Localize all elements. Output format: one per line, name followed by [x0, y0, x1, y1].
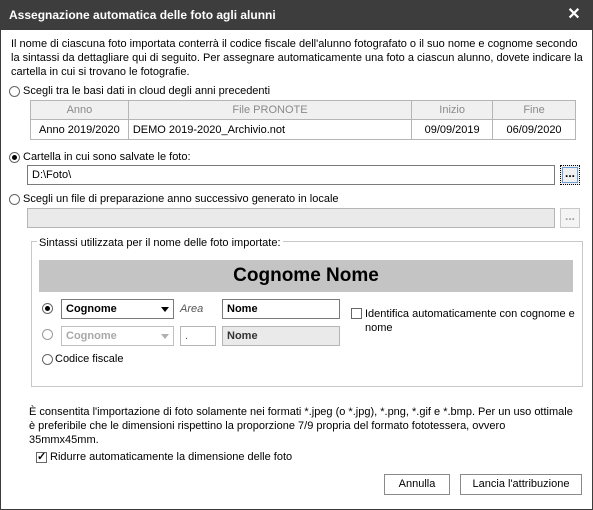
cell-file: DEMO 2019-2020_Archivio.not: [128, 120, 411, 140]
radio-cloud[interactable]: [9, 86, 20, 97]
cloud-archive-table: [30, 100, 576, 140]
radio-fiscal-code-label: Codice fiscale: [55, 353, 124, 365]
syntax-row1-separator-label: Area: [180, 303, 204, 315]
chevron-down-icon: [161, 334, 169, 339]
resize-photos-label: Ridurre automaticamente la dimensione delle foto: [50, 451, 293, 463]
radio-syntax-row1[interactable]: [42, 303, 53, 314]
intro-text: Il nome di ciascuna foto importata conterrà il codice fiscale dell'alunno fotografato o il suo nome e cognome secondo la sintassi da dettagliare qui di seguito. Per assegnare automaticamente una foto a ciascun alunno, dovete indicare la cartella in cui si trovano le fotografie.: [11, 38, 583, 78]
window-title: Assegnazione automatica delle foto agli alunni: [9, 8, 276, 22]
start-assignment-button[interactable]: Lancia l'attribuzione: [460, 474, 582, 495]
radio-folder-label: Cartella in cui sono salvate le foto:: [23, 151, 191, 163]
syntax-row2-field-value: Cognome: [66, 330, 117, 342]
auto-identify-label-line1: Identifica automaticamente con cognome e: [365, 308, 575, 320]
cell-end: 06/09/2020: [493, 120, 576, 140]
radio-prep-file-label: Scegli un file di preparazione anno successivo generato in locale: [23, 193, 339, 205]
prep-file-input[interactable]: [27, 208, 555, 228]
radio-folder[interactable]: [9, 152, 20, 163]
close-icon[interactable]: ✕: [567, 6, 581, 23]
format-note: È consentita l'importazione di foto solamente nei formati *.jpeg (o *.jpg), *.png, *.gif e *.bmp. Per un uso ottimale è preferibile che le dimensioni rispettino la proporzione 7/9 propria del formato fototessera, ovvero 35mmx45mm.: [29, 406, 573, 446]
syntax-row2-separator-input[interactable]: .: [180, 326, 216, 346]
column-header-file[interactable]: File PRONOTE: [128, 101, 411, 120]
chevron-down-icon: [161, 307, 169, 312]
auto-identify-label-line2: nome: [365, 322, 393, 334]
column-header-year[interactable]: Anno: [31, 101, 129, 120]
column-header-start[interactable]: Inizio: [412, 101, 493, 120]
radio-prep-file[interactable]: [9, 194, 20, 205]
radio-cloud-label: Scegli tra le basi dati in cloud degli anni precedenti: [23, 85, 271, 97]
syntax-row1-second-field[interactable]: Nome: [222, 299, 340, 319]
table-row[interactable]: [31, 120, 576, 140]
syntax-row2-field-select[interactable]: [61, 326, 174, 346]
cell-year: Anno 2019/2020: [31, 120, 129, 140]
syntax-row1-field-value: Cognome: [66, 303, 117, 315]
browse-folder-button[interactable]: ...: [560, 165, 580, 185]
resize-photos-checkbox[interactable]: [36, 452, 47, 463]
radio-syntax-fiscal-code[interactable]: [42, 354, 53, 365]
syntax-preview: Cognome Nome: [39, 260, 573, 292]
title-bar: [1, 1, 592, 30]
radio-syntax-row2[interactable]: [42, 329, 53, 340]
table-header-row: [31, 101, 576, 120]
auto-identify-checkbox[interactable]: [351, 308, 362, 319]
syntax-group-title: Sintassi utilizzata per il nome delle foto importate:: [39, 237, 281, 249]
folder-path-input[interactable]: D:\Foto\: [27, 165, 555, 185]
cancel-button[interactable]: Annulla: [384, 474, 450, 495]
syntax-row1-field-select[interactable]: [61, 299, 174, 319]
column-header-end[interactable]: Fine: [493, 101, 576, 120]
syntax-row2-second-field[interactable]: Nome: [222, 326, 340, 346]
cell-start: 09/09/2019: [412, 120, 493, 140]
browse-prep-file-button[interactable]: ...: [560, 208, 580, 228]
